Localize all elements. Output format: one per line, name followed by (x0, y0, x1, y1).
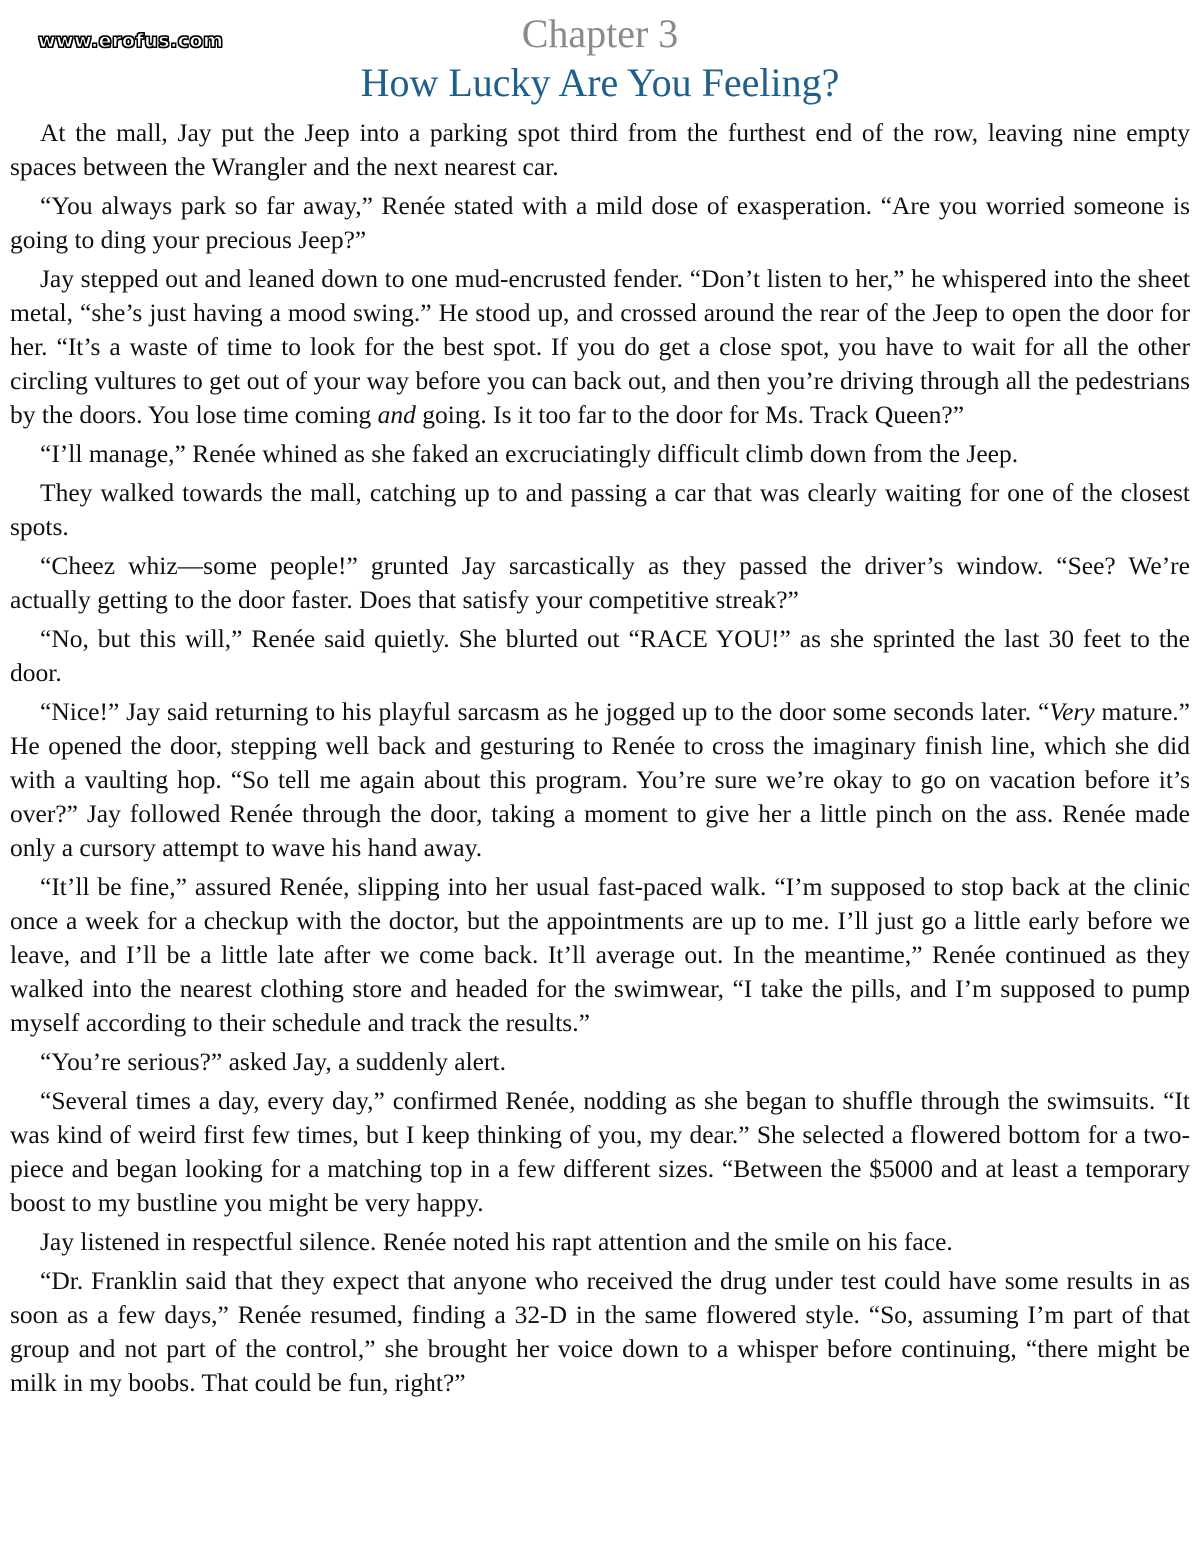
paragraph-text-continued: mature.” He opened the door, stepping well back and gesturing to Renée to cross the imaginary finish line, which she did with a vaulting hop. “So tell me again about this program. You’re sure we’re okay to go on vacation before it’s over?” Jay followed Renée through the door, taking a moment to give her a little pinch on the ass. Renée made only a cursory attempt to wave his hand away. (10, 697, 1190, 862)
chapter-number: Chapter 3 (521, 11, 679, 56)
paragraph-text: They walked towards the mall, catching up to and passing a car that was clearly waiting for one of the closest spots. (10, 478, 1190, 541)
paragraph-text: “Dr. Franklin said that they expect that anyone who received the drug under test could have some results in as soon as a few days,” Renée resumed, finding a 32-D in the same flowered style. “So, assuming I’m part of that group and not part of the control,” she brought her voice down to a whisper before continuing, “there might be milk in my boobs. That could be fun, right?” (10, 1266, 1190, 1397)
paragraph (10, 695, 1190, 865)
paragraph-text: “Nice!” Jay said returning to his playful sarcasm as he jogged up to the door some seconds later. “ (40, 697, 1050, 726)
paragraph (10, 476, 1190, 544)
paragraph-text: “I’ll manage,” Renée whined as she faked an excruciatingly difficult climb down from the Jeep. (40, 439, 1019, 468)
paragraph-text: “No, but this will,” Renée said quietly. She blurted out “RACE YOU!” as she sprinted the last 30 feet to the door. (10, 624, 1190, 687)
paragraph (10, 870, 1190, 1040)
paragraph-text: “Cheez whiz—some people!” grunted Jay sarcastically as they passed the driver’s window. “See? We’re actually getting to the door faster. Does that satisfy your competitive streak?” (10, 551, 1190, 614)
site-watermark: www.erofus.com (38, 30, 224, 52)
paragraph (10, 1045, 1190, 1079)
paragraph-emphasis: Very (1049, 697, 1095, 726)
paragraph (10, 189, 1190, 257)
paragraph-text: “Several times a day, every day,” confirmed Renée, nodding as she began to shuffle through the swimsuits. “It was kind of weird first few times, but I keep thinking of you, my dear.” She selected a flowered bottom for a two-piece and began looking for a matching top in a few different sizes. “Between the $5000 and at least a temporary boost to my bustline you might be very happy. (10, 1086, 1190, 1217)
paragraph-text: “It’ll be fine,” assured Renée, slipping into her usual fast-paced walk. “I’m supposed to stop back at the clinic once a week for a checkup with the doctor, but the appointments are up to me. I’ll just go a little early before we leave, and I’ll be a little late after we come back. It’ll average out. In the meantime,” Renée continued as they walked into the nearest clothing store and headed for the swimwear, “I take the pills, and I’m supposed to pump myself according to their schedule and track the results.” (10, 872, 1190, 1037)
chapter-header (0, 10, 1200, 108)
paragraph (10, 549, 1190, 617)
paragraph (10, 1084, 1190, 1220)
paragraph-text: At the mall, Jay put the Jeep into a parking spot third from the furthest end of the row, leaving nine empty spaces between the Wrangler and the next nearest car. (10, 118, 1190, 181)
paragraph (10, 622, 1190, 690)
paragraph-text: “You’re serious?” asked Jay, a suddenly alert. (40, 1047, 506, 1076)
story-body (10, 116, 1190, 1405)
paragraph-text-continued: going. Is it too far to the door for Ms. Track Queen?” (415, 400, 965, 429)
paragraph-text: Jay listened in respectful silence. Renée noted his rapt attention and the smile on his face. (40, 1227, 953, 1256)
paragraph (10, 116, 1190, 184)
chapter-title: How Lucky Are You Feeling? (360, 60, 840, 105)
paragraph (10, 1225, 1190, 1259)
paragraph (10, 437, 1190, 471)
paragraph-text: Jay stepped out and leaned down to one mud-encrusted fender. “Don’t listen to her,” he whispered into the sheet metal, “she’s just having a mood swing.” He stood up, and crossed around the rear of the Jeep to open the door for her. “It’s a waste of time to look for the best spot. If you do get a close spot, you have to wait for all the other circling vultures to get out of your way before you can back out, and then you’re driving through all the pedestrians by the doors. You lose time coming (10, 264, 1190, 429)
paragraph (10, 262, 1190, 432)
paragraph-text: “You always park so far away,” Renée stated with a mild dose of exasperation. “Are you worried someone is going to ding your precious Jeep?” (10, 191, 1190, 254)
paragraph (10, 1264, 1190, 1400)
paragraph-emphasis: and (377, 400, 416, 429)
